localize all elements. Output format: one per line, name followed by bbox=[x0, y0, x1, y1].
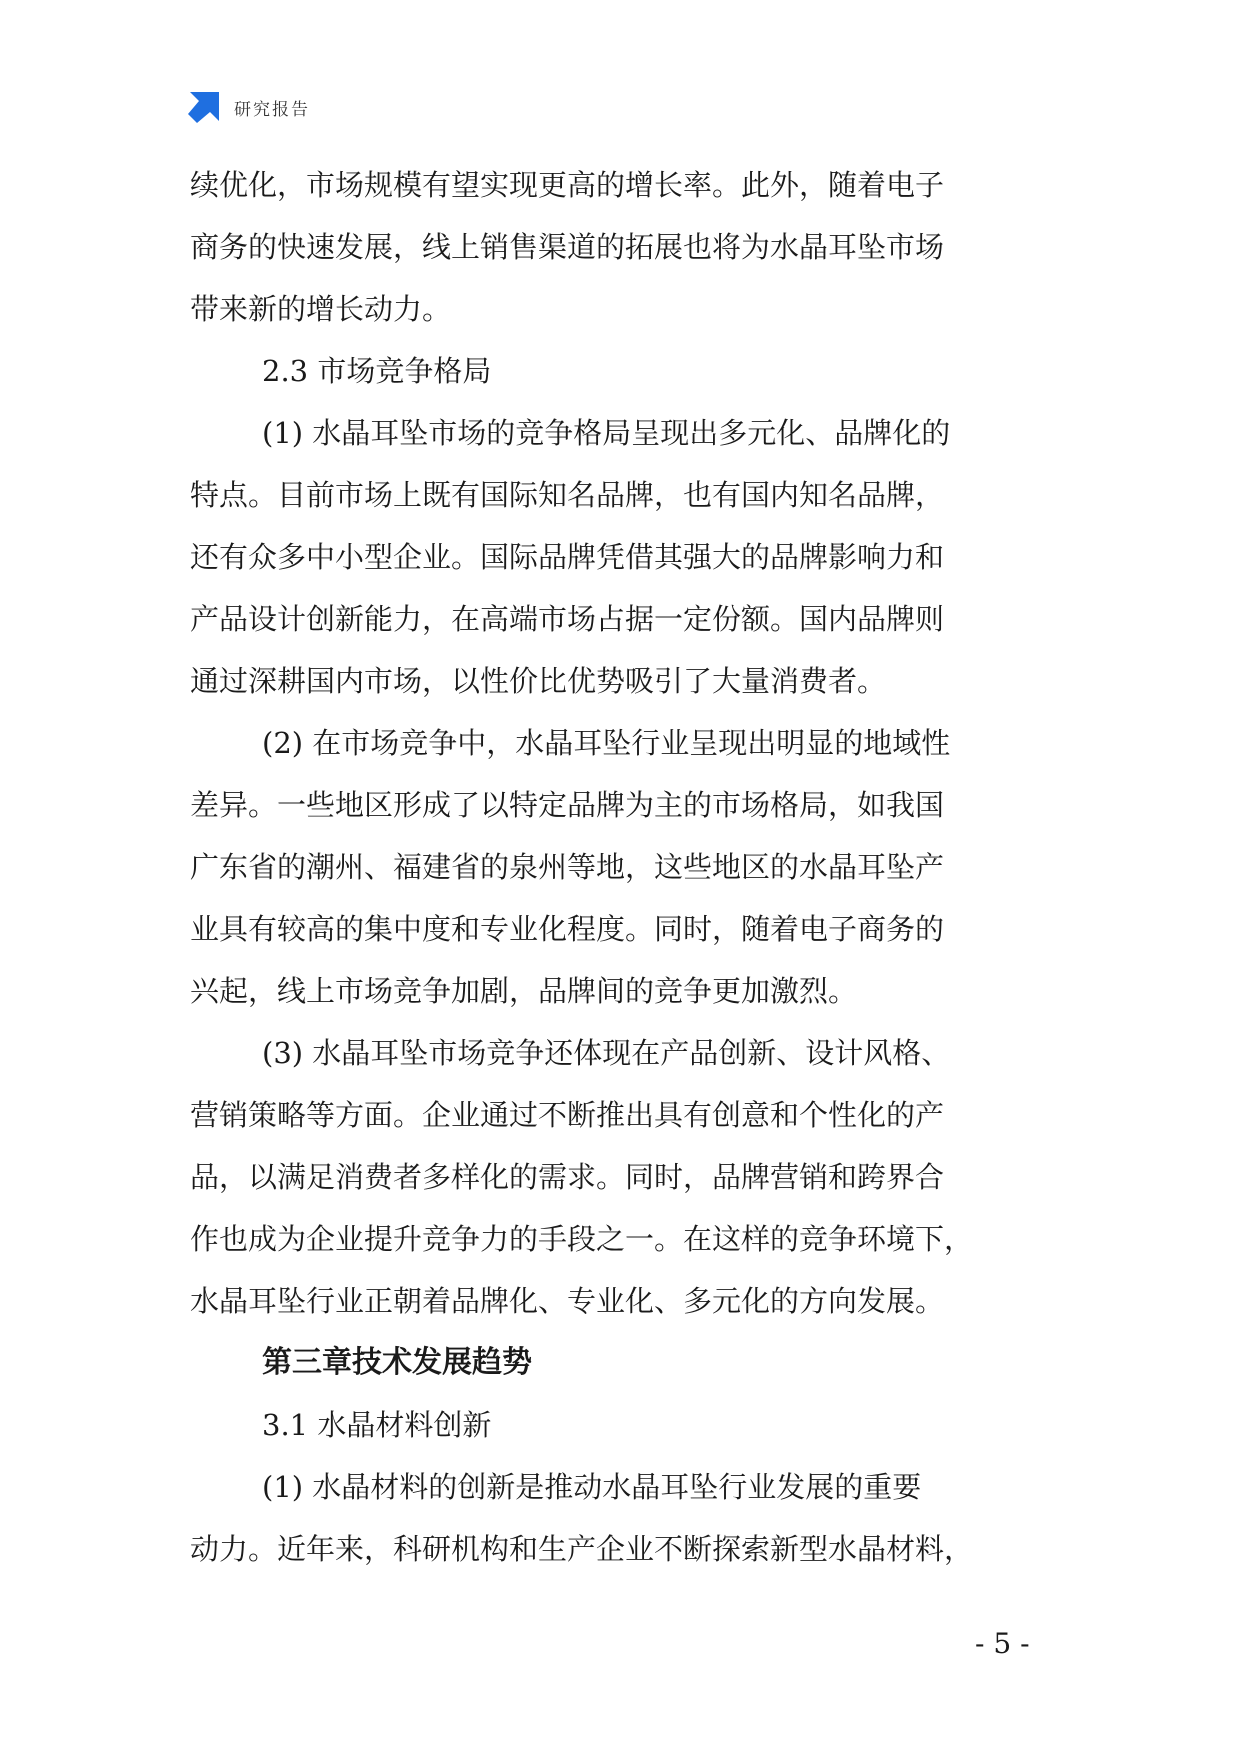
section-heading: 2.3 市场竞争格局 bbox=[262, 354, 492, 388]
section-heading: 3.1 水晶材料创新 bbox=[262, 1408, 492, 1442]
paragraph-line: (1) 水晶材料的创新是推动水晶耳坠行业发展的重要 bbox=[262, 1470, 922, 1504]
paragraph-line: 通过深耕国内市场，以性价比优势吸引了大量消费者。 bbox=[190, 664, 887, 698]
document-body bbox=[190, 154, 1052, 1580]
paragraph-line: 特点。目前市场上既有国际知名品牌，也有国内知名品牌， bbox=[190, 478, 945, 512]
paragraph-line: 营销策略等方面。企业通过不断推出具有创意和个性化的产 bbox=[190, 1098, 945, 1132]
paragraph-line: 水晶耳坠行业正朝着品牌化、专业化、多元化的方向发展。 bbox=[190, 1284, 945, 1318]
paragraph-line: 品，以满足消费者多样化的需求。同时，品牌营销和跨界合 bbox=[190, 1160, 945, 1194]
paragraph-line: (2) 在市场竞争中，水晶耳坠行业呈现出明显的地域性 bbox=[262, 726, 951, 760]
paragraph-line: 产品设计创新能力，在高端市场占据一定份额。国内品牌则 bbox=[190, 602, 945, 636]
paragraph-line: 作也成为企业提升竞争力的手段之一。在这样的竞争环境下， bbox=[190, 1222, 974, 1256]
page-number: - 5 - bbox=[975, 1627, 1030, 1660]
report-header bbox=[188, 90, 310, 124]
paragraph-line: 广东省的潮州、福建省的泉州等地，这些地区的水晶耳坠产 bbox=[190, 850, 945, 884]
paragraph-line: (3) 水晶耳坠市场竞争还体现在产品创新、设计风格、 bbox=[262, 1036, 951, 1070]
paragraph-line: (1) 水晶耳坠市场的竞争格局呈现出多元化、品牌化的 bbox=[262, 416, 951, 450]
paragraph-line: 差异。一些地区形成了以特定品牌为主的市场格局，如我国 bbox=[190, 788, 945, 822]
arrow-up-right-icon bbox=[188, 91, 220, 123]
paragraph-line: 带来新的增长动力。 bbox=[190, 292, 452, 326]
paragraph-line: 业具有较高的集中度和专业化程度。同时，随着电子商务的 bbox=[190, 912, 945, 946]
paragraph-line: 续优化，市场规模有望实现更高的增长率。此外，随着电子 bbox=[190, 168, 945, 202]
paragraph-line: 还有众多中小型企业。国际品牌凭借其强大的品牌影响力和 bbox=[190, 540, 945, 574]
chapter-heading: 第三章技术发展趋势 bbox=[262, 1345, 532, 1380]
paragraph-line: 兴起，线上市场竞争加剧，品牌间的竞争更加激烈。 bbox=[190, 974, 858, 1008]
header-title: 研究报告 bbox=[234, 99, 310, 120]
paragraph-line: 商务的快速发展，线上销售渠道的拓展也将为水晶耳坠市场 bbox=[190, 230, 945, 264]
paragraph-line: 动力。近年来，科研机构和生产企业不断探索新型水晶材料， bbox=[190, 1532, 974, 1566]
